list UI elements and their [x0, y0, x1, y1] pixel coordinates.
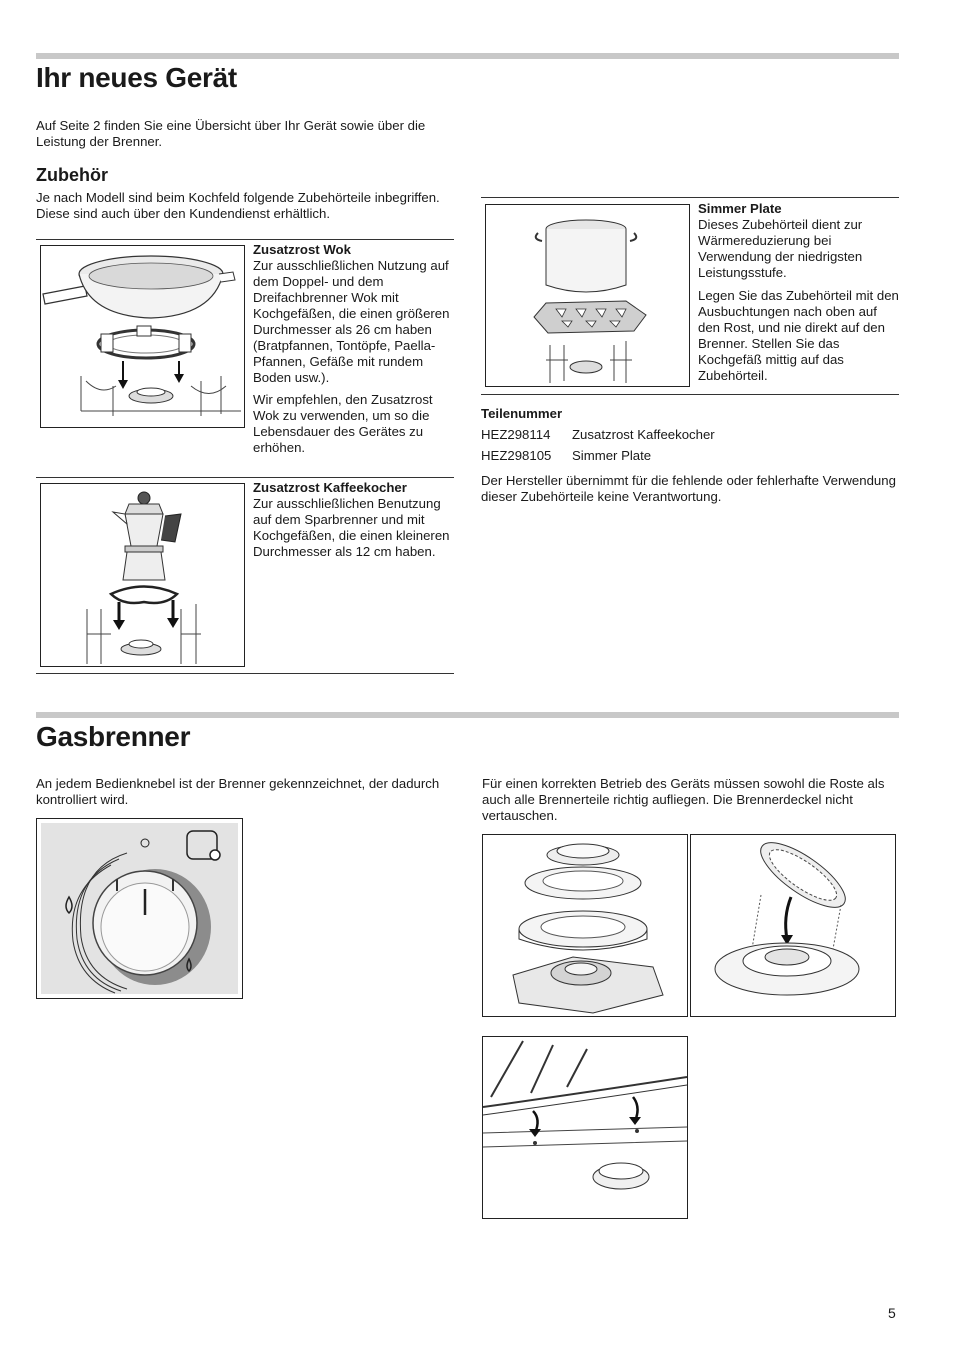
- simmer-title: Simmer Plate: [698, 201, 782, 216]
- burner-parts-illustration: [482, 834, 688, 1017]
- simmer-description: [698, 201, 900, 384]
- wok-title: Zusatzrost Wok: [253, 242, 351, 257]
- table-rule: [481, 394, 899, 395]
- zubehoer-text: Je nach Modell sind beim Kochfeld folgende Zubehörteile inbegriffen. Diese sind auch über den Kundendienst erhältlich.: [36, 190, 440, 221]
- teilenummer-heading: Teilenummer: [481, 406, 563, 421]
- gasbrenner-right-text: Für einen korrekten Betrieb des Geräts müssen sowohl die Roste als auch alle Brennerteile richtig aufliegen. Die Brennerdeckel nicht vertauschen.: [482, 776, 885, 823]
- table-rule: [36, 477, 454, 478]
- zubehoer-heading: Zubehör: [36, 165, 108, 185]
- part-name: Zusatzrost Kaffeekocher: [572, 427, 715, 442]
- section-title: Gasbrenner: [36, 721, 191, 752]
- section-rule-top: [36, 712, 899, 718]
- simmer-text-1: Dieses Zubehörteil dient zur Wärmereduzierung bei Verwendung der niedrigsten Leistungsstufe.: [698, 217, 863, 280]
- table-rule: [36, 239, 454, 240]
- simmer-text-2: Legen Sie das Zubehörteil mit den Ausbuchtungen nach oben auf den Rost, und nie direkt auf den Brenner. Stellen Sie das Kochgefäß mittig auf das Zubehörteil.: [698, 288, 899, 383]
- wok-text-1: Zur ausschließlichen Nutzung auf dem Doppel- und dem Dreifachbrenner Wok mit Kochgefäßen, die einen größeren Durchmesser als 26 cm haben (Bratpfannen, Tontöpfe, Paella-Pfannen, Gefäße mit rundem Boden usw.).: [253, 258, 450, 385]
- intro-text: Auf Seite 2 finden Sie eine Übersicht über Ihr Gerät sowie über die Leistung der Brenner.: [36, 118, 426, 149]
- part-code: HEZ298114: [481, 427, 551, 442]
- table-rule: [481, 197, 899, 198]
- section-rule-top: [36, 53, 899, 59]
- part-row: [481, 427, 715, 443]
- wok-description: [253, 242, 453, 456]
- table-rule: [36, 673, 454, 674]
- wok-text-2: Wir empfehlen, den Zusatzrost Wok zu verwenden, um so die Lebensdauer des Gerätes zu erhöhen.: [253, 392, 433, 455]
- kaffeekocher-title: Zusatzrost Kaffeekocher: [253, 480, 407, 495]
- gasbrenner-left-text: An jedem Bedienknebel ist der Brenner gekennzeichnet, der dadurch kontrolliert wird.: [36, 776, 440, 807]
- part-code: HEZ298105: [481, 448, 552, 463]
- page-number: 5: [888, 1305, 896, 1321]
- burner-cap-placement-illustration: [690, 834, 896, 1017]
- knob-illustration: [36, 818, 243, 999]
- manufacturer-note: Der Hersteller übernimmt für die fehlende oder fehlerhafte Verwendung dieser Zubehörteile keine Verantwortung.: [481, 473, 896, 504]
- kaffeekocher-text: Zur ausschließlichen Benutzung auf dem Sparbrenner und mit Kochgefäßen, die einen kleineren Durchmesser als 12 cm haben.: [253, 496, 450, 559]
- grate-placement-illustration: [482, 1036, 688, 1219]
- wok-illustration: [40, 245, 245, 428]
- part-row: [481, 448, 651, 464]
- kaffeekocher-description: [253, 480, 453, 560]
- simmer-plate-illustration: [485, 204, 690, 387]
- part-name: Simmer Plate: [572, 448, 652, 463]
- kaffeekocher-illustration: [40, 483, 245, 667]
- section-title: Ihr neues Gerät: [36, 62, 237, 93]
